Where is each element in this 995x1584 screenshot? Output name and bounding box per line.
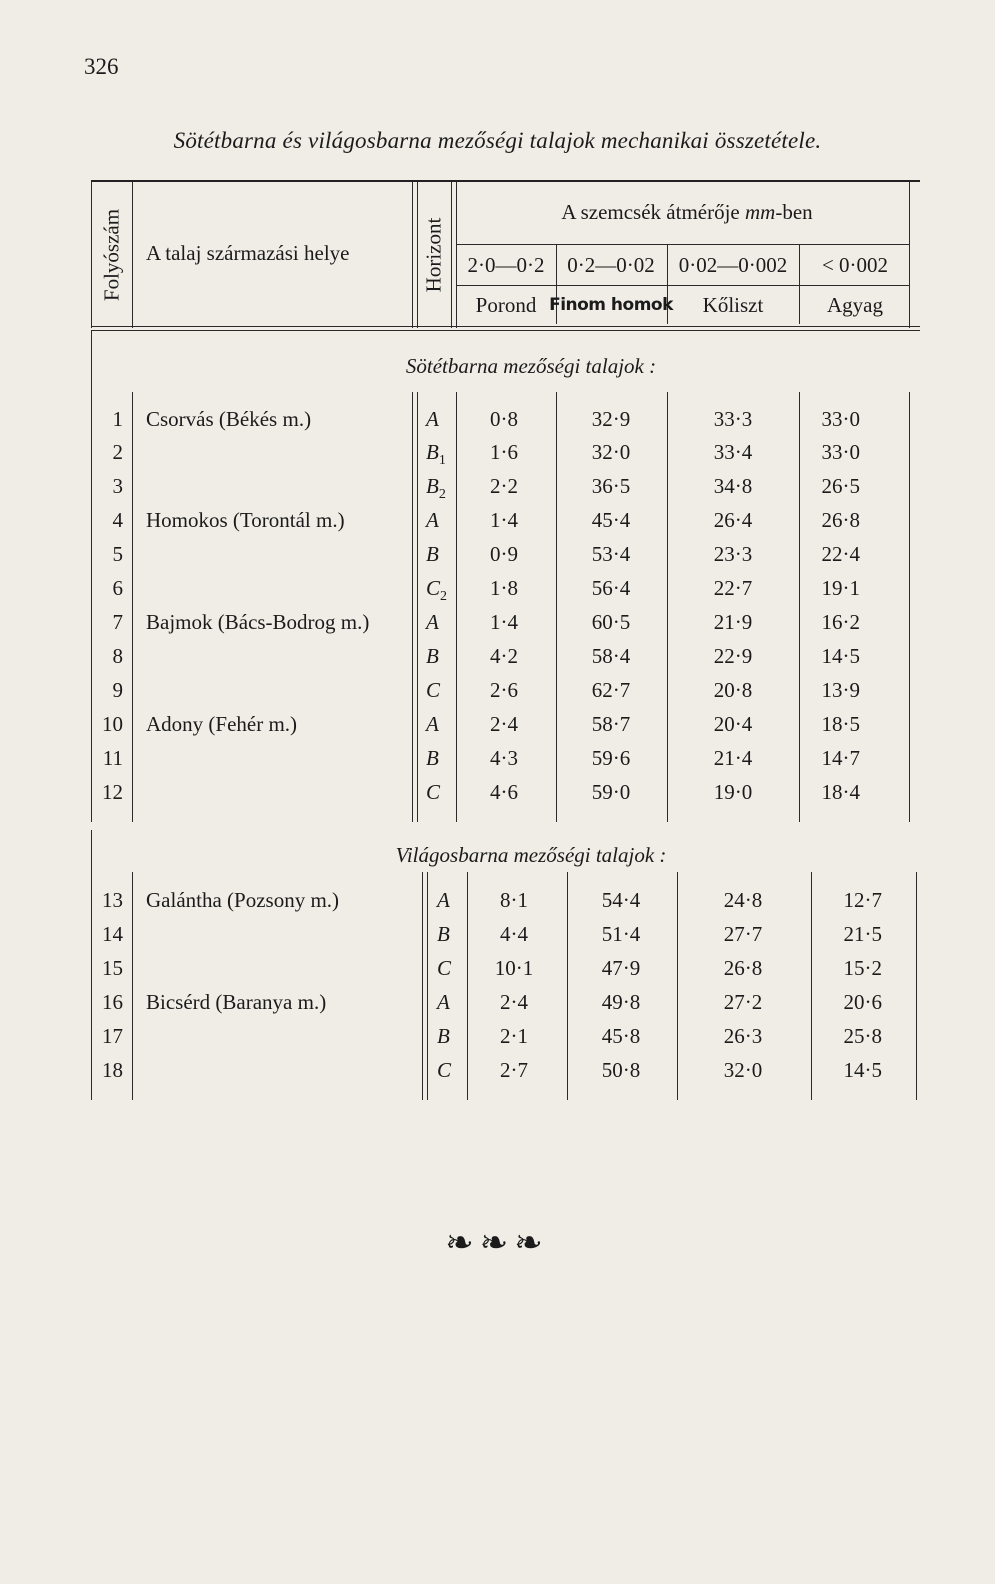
origin-place: Adony (Fehér m.) xyxy=(146,712,298,736)
value-finom-homok: 60·5 xyxy=(591,610,631,634)
value-porond: 4·4 xyxy=(500,922,528,946)
rule xyxy=(412,182,413,328)
value-koliszt: 21·4 xyxy=(713,746,753,770)
horizon: C xyxy=(437,956,452,980)
row-number: 2 xyxy=(112,440,123,464)
value-porond: 1·4 xyxy=(490,610,518,634)
origin-place: Bajmok (Bács-Bodrog m.) xyxy=(146,610,370,634)
header-origin: A talaj származási helye xyxy=(146,241,350,265)
row-number: 16 xyxy=(102,990,123,1014)
row-number: 4 xyxy=(112,508,123,532)
header-name-agyag: Agyag xyxy=(827,293,883,317)
horizon: B xyxy=(426,746,439,770)
value-koliszt: 23·3 xyxy=(713,542,753,566)
rule xyxy=(799,392,800,822)
horizon: A xyxy=(426,712,439,736)
rule xyxy=(456,182,457,328)
horizon-subscript: 2 xyxy=(440,589,448,605)
header-range-4: < 0·002 xyxy=(821,253,889,277)
value-koliszt: 22·9 xyxy=(713,644,753,668)
origin-place: Csorvás (Békés m.) xyxy=(146,407,312,431)
row-number: 6 xyxy=(112,576,123,600)
value-porond: 2·1 xyxy=(500,1024,528,1048)
composition-table xyxy=(91,182,920,1102)
value-porond: 2·4 xyxy=(490,712,518,736)
value-agyag: 12·7 xyxy=(843,888,882,912)
value-finom-homok: 58·7 xyxy=(591,712,631,736)
header-grain-diameter-pre: A szemcsék átmérője xyxy=(561,200,746,224)
horizon: $B_2$ xyxy=(426,474,446,503)
origin-place: Bicsérd (Baranya m.) xyxy=(146,990,327,1014)
row-number: 12 xyxy=(102,780,123,804)
rule xyxy=(132,392,133,822)
value-agyag: 16·2 xyxy=(821,610,860,634)
header-grain-diameter-unit: mm xyxy=(745,200,776,224)
rule xyxy=(417,182,418,328)
row-number: 18 xyxy=(102,1058,123,1082)
value-porond: 2·7 xyxy=(500,1058,528,1082)
rule xyxy=(916,872,917,1100)
header-folyoszam: Folyószám xyxy=(99,208,124,302)
page-number: 326 xyxy=(84,54,119,79)
row-number: 15 xyxy=(102,956,123,980)
value-finom-homok: 49·8 xyxy=(601,990,641,1014)
row-number: 14 xyxy=(102,922,123,946)
row-number: 10 xyxy=(102,712,123,736)
origin-place: Homokos (Torontál m.) xyxy=(146,508,345,532)
value-porond: 2·4 xyxy=(500,990,528,1014)
value-finom-homok: 54·4 xyxy=(601,888,641,912)
value-porond: 8·1 xyxy=(500,888,528,912)
horizon: B xyxy=(426,542,439,566)
row-number: 9 xyxy=(112,678,123,702)
header-name-finom-homok: Finom homok xyxy=(549,295,673,315)
value-porond: 1·6 xyxy=(490,440,518,464)
value-agyag: 13·9 xyxy=(821,678,860,702)
value-porond: 2·6 xyxy=(490,678,518,702)
horizon-subscript: 1 xyxy=(438,453,446,469)
row-number: 5 xyxy=(112,542,123,566)
value-finom-homok: 32·0 xyxy=(591,440,631,464)
row-number: 1 xyxy=(112,407,123,431)
horizon: A xyxy=(426,508,439,532)
value-agyag: 15·2 xyxy=(843,956,882,980)
value-finom-homok: 59·0 xyxy=(591,780,631,804)
rule xyxy=(667,392,668,822)
header-grain-diameter xyxy=(561,200,812,225)
rule xyxy=(427,872,428,1100)
value-agyag: 25·8 xyxy=(843,1024,882,1048)
horizon: A xyxy=(426,407,439,431)
value-agyag: 14·5 xyxy=(821,644,860,668)
rule xyxy=(451,182,452,328)
value-koliszt: 22·7 xyxy=(713,576,753,600)
value-agyag: 33·0 xyxy=(821,407,860,431)
value-porond: 4·3 xyxy=(490,746,518,770)
value-agyag: 18·5 xyxy=(821,712,860,736)
value-koliszt: 20·8 xyxy=(713,678,753,702)
horizon: C xyxy=(437,1058,452,1082)
horizon: B xyxy=(437,922,450,946)
header-range-1: 2·0—0·2 xyxy=(467,253,545,277)
value-finom-homok: 56·4 xyxy=(591,576,631,600)
value-koliszt: 19·0 xyxy=(713,780,753,804)
rule xyxy=(417,392,418,822)
value-koliszt: 26·8 xyxy=(723,956,763,980)
horizon: B xyxy=(426,644,439,668)
value-agyag: 21·5 xyxy=(843,922,882,946)
value-agyag: 14·7 xyxy=(821,746,860,770)
value-porond: 10·1 xyxy=(494,956,534,980)
value-koliszt: 26·3 xyxy=(723,1024,763,1048)
horizon: $B_1$ xyxy=(426,440,446,469)
header-horizont: Horizont xyxy=(421,217,446,293)
horizon: B xyxy=(437,1024,450,1048)
rule xyxy=(132,182,133,328)
rule xyxy=(91,182,92,328)
rule xyxy=(909,182,910,328)
rule xyxy=(412,392,413,822)
horizon: C xyxy=(426,780,441,804)
value-finom-homok: 47·9 xyxy=(601,956,641,980)
header-name-koliszt: Kőliszt xyxy=(702,293,764,317)
value-finom-homok: 32·9 xyxy=(591,407,631,431)
value-porond: 4·2 xyxy=(490,644,518,668)
value-porond: 0·8 xyxy=(490,407,518,431)
value-finom-homok: 51·4 xyxy=(601,922,641,946)
value-finom-homok: 45·8 xyxy=(601,1024,641,1048)
value-agyag: 26·5 xyxy=(821,474,860,498)
header-range-3: 0·02—0·002 xyxy=(678,253,788,277)
value-finom-homok: 59·6 xyxy=(591,746,631,770)
value-agyag: 20·6 xyxy=(843,990,882,1014)
value-koliszt: 27·2 xyxy=(723,990,763,1014)
value-koliszt: 33·3 xyxy=(713,407,753,431)
row-number: 13 xyxy=(102,888,123,912)
row-number: 11 xyxy=(102,746,123,770)
section-label: Világosbarna mezőségi talajok : xyxy=(395,843,667,867)
closing-ornament: ❧❧❧ xyxy=(445,1225,549,1262)
rule xyxy=(556,392,557,822)
value-finom-homok: 53·4 xyxy=(591,542,631,566)
rule xyxy=(567,872,568,1100)
rule xyxy=(132,872,133,1100)
value-agyag: 26·8 xyxy=(821,508,860,532)
value-finom-homok: 45·4 xyxy=(591,508,631,532)
value-agyag: 33·0 xyxy=(821,440,860,464)
horizon: C xyxy=(426,678,441,702)
value-koliszt: 20·4 xyxy=(713,712,753,736)
value-agyag: 19·1 xyxy=(821,576,860,600)
value-finom-homok: 62·7 xyxy=(591,678,631,702)
rule xyxy=(677,872,678,1100)
value-koliszt: 26·4 xyxy=(713,508,753,532)
horizon: A xyxy=(437,990,450,1014)
value-finom-homok: 58·4 xyxy=(591,644,631,668)
rule xyxy=(91,830,92,1100)
header-range-2: 0·2—0·02 xyxy=(567,253,655,277)
value-porond: 0·9 xyxy=(490,542,518,566)
rule xyxy=(91,330,920,331)
value-porond: 1·8 xyxy=(490,576,518,600)
value-finom-homok: 36·5 xyxy=(591,474,631,498)
origin-place: Galántha (Pozsony m.) xyxy=(146,888,340,912)
row-number: 17 xyxy=(102,1024,123,1048)
section-label: Sötétbarna mezőségi talajok : xyxy=(405,354,657,378)
value-koliszt: 27·7 xyxy=(723,922,763,946)
value-koliszt: 21·9 xyxy=(713,610,753,634)
rule xyxy=(456,392,457,822)
rule xyxy=(422,872,423,1100)
rule xyxy=(456,285,909,286)
page-title: Sötétbarna és világosbarna mezőségi talajok mechanikai összetétele. xyxy=(173,128,822,153)
value-porond: 4·6 xyxy=(490,780,518,804)
header-name-porond: Porond xyxy=(475,293,537,317)
horizon-subscript: 2 xyxy=(438,487,446,503)
header-grain-diameter-post: -ben xyxy=(775,200,813,224)
horizon: A xyxy=(437,888,450,912)
rule xyxy=(91,326,920,327)
horizon: $C_2$ xyxy=(426,576,448,605)
value-koliszt: 32·0 xyxy=(723,1058,763,1082)
row-number: 7 xyxy=(112,610,123,634)
value-porond: 1·4 xyxy=(490,508,518,532)
value-koliszt: 24·8 xyxy=(723,888,763,912)
value-koliszt: 34·8 xyxy=(713,474,753,498)
rule xyxy=(467,872,468,1100)
horizon: A xyxy=(426,610,439,634)
value-koliszt: 33·4 xyxy=(713,440,753,464)
value-agyag: 22·4 xyxy=(821,542,860,566)
rule xyxy=(456,244,909,245)
rule xyxy=(811,872,812,1100)
value-agyag: 14·5 xyxy=(843,1058,882,1082)
value-porond: 2·2 xyxy=(490,474,518,498)
rule xyxy=(91,330,92,822)
value-agyag: 18·4 xyxy=(821,780,860,804)
rule xyxy=(909,392,910,822)
value-finom-homok: 50·8 xyxy=(601,1058,641,1082)
rule xyxy=(799,244,800,324)
row-number: 8 xyxy=(112,644,123,668)
row-number: 3 xyxy=(112,474,123,498)
